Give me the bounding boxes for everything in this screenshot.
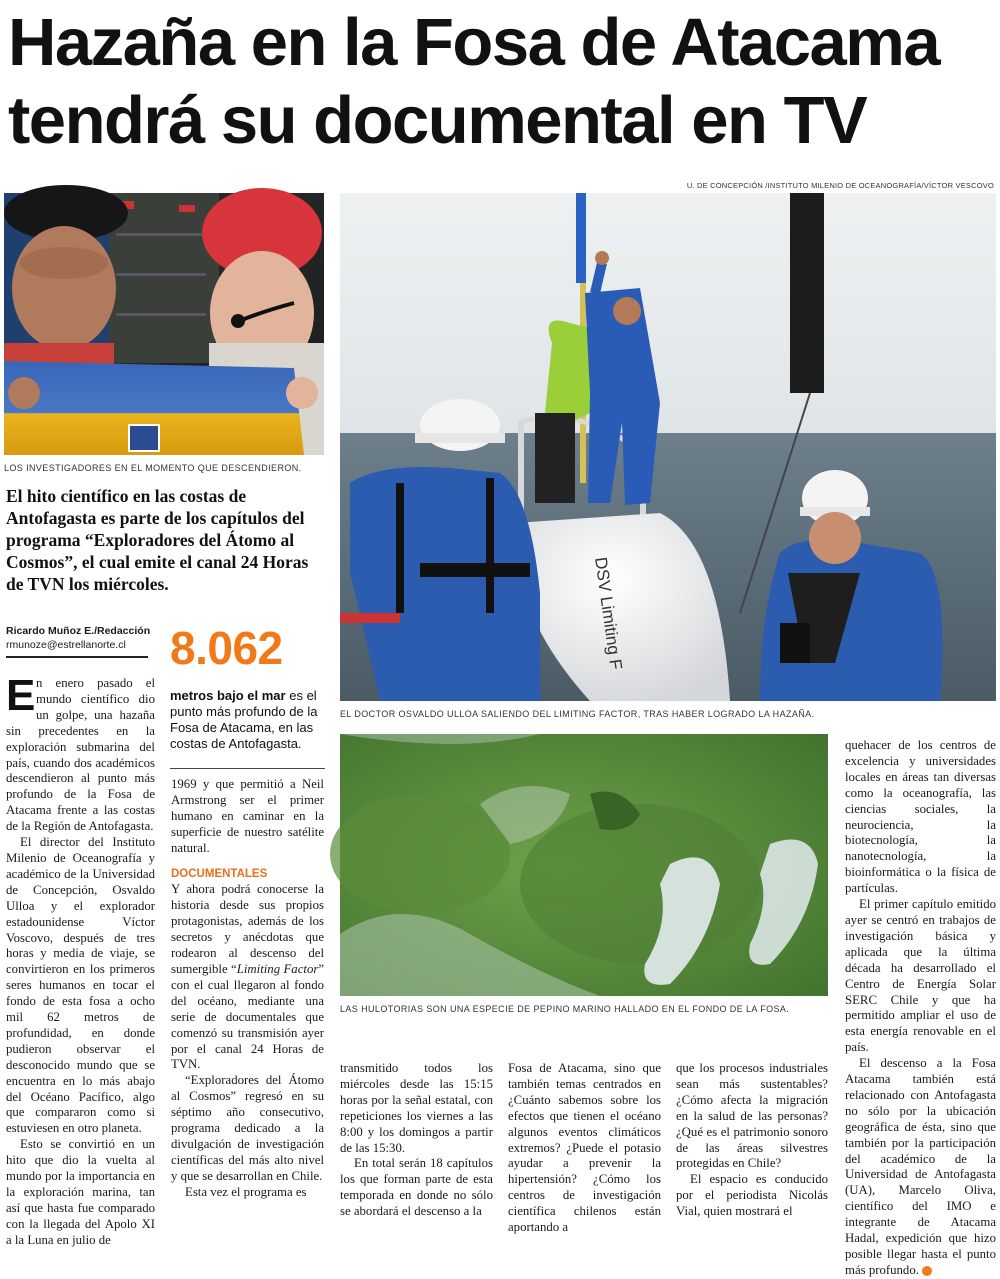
body-paragraph: Fosa de Atacama, sino que también temas centrados en ¿Cuánto sabemos sobre los efectos que tienen el océano algunos eventos climáticos extremos? ¿Puede el potasio ayudar a prevenir la hipertensión? ¿Cómo los centros de investigación científica chilenos están aportando a bbox=[508, 1061, 661, 1235]
stat-rule bbox=[170, 768, 325, 769]
body-paragraph: El espacio es conducido por el periodista Nicolás Vial, quien mostrará el bbox=[676, 1172, 828, 1219]
body-paragraph: En enero pasado el mundo científico dio un golpe, una hazaña sin precedentes en la exploración submarina del país, cuando dos académicos descendieron al punto más profundo de la Fosa de Atacama frente a las costas de la Región de Antofagasta. bbox=[6, 671, 155, 834]
main-photo-sub-text: DSV Limiting F bbox=[591, 555, 626, 671]
portrait-photo bbox=[4, 193, 324, 455]
byline-rule bbox=[6, 656, 148, 658]
seafloor-photo bbox=[340, 734, 828, 996]
stat-number: 8.062 bbox=[170, 622, 283, 674]
portrait-caption: LOS INVESTIGADORES EN EL MOMENTO QUE DESCENDIERON. bbox=[4, 463, 302, 473]
body-column-4 bbox=[508, 1061, 661, 1236]
main-photo-illustration bbox=[340, 193, 996, 701]
body-paragraph: 1969 y que permitió a Neil Armstrong ser el primer humano en caminar en la superficie de nuestro satélite natural. bbox=[171, 777, 324, 855]
photo-credit: U. DE CONCEPCIÓN /INSTITUTO MILENIO DE OCEANOGRAFÍA/VÍCTOR VESCOVO bbox=[686, 181, 994, 190]
body-paragraph: El primer capítulo emitido ayer se centró en trabajos de investigación básica y aplicada que la última década ha desarrollado el Centro de Energía Solar SERC Chile y que ha permitido ampliar el uso de esta energía renovable en el país. bbox=[845, 897, 996, 1055]
portrait-photo-illustration bbox=[4, 193, 324, 455]
byline-author: Ricardo Muñoz E./Redacción bbox=[6, 625, 151, 637]
headline-line-2: tendrá su documental en TV bbox=[8, 83, 867, 158]
body-paragraph: El descenso a la Fosa Atacama también está relacionado con Antofagasta no sólo por la ubicación geográfica de ésta, sino que también por la participación del académico de la Universidad de Antofagasta (UA), Marcelo Oliva, científico del IMO e integrante de Atacama Hadal, expedición que hizo posible llegar hasta el punto más profundo. bbox=[845, 1056, 996, 1277]
body-paragraph: transmitido todos los miércoles desde las 15:15 horas por la señal estatal, con repeticiones los viernes a las 8:00 y los domingos a partir de las 15:30. bbox=[340, 1061, 493, 1155]
body-column-2 bbox=[171, 777, 324, 1201]
byline bbox=[6, 624, 156, 652]
subhead-documentales: DOCUMENTALES bbox=[171, 867, 268, 880]
byline-email[interactable]: rmunoze@estrellanorte.cl bbox=[6, 639, 126, 651]
body-paragraph: Esto se convirtió en un hito que dio la vuelta al mundo por la importancia en la exploración marina, tan así que hasta fue comparado con la llegada del Apolo XI a la Luna en julio de bbox=[6, 1137, 155, 1247]
stat-text bbox=[170, 688, 330, 752]
end-mark-icon bbox=[922, 1266, 932, 1276]
body-column-6 bbox=[845, 738, 996, 1279]
body-paragraph: Esta vez el programa es bbox=[185, 1184, 307, 1199]
body-paragraph: El director del Instituto Milenio de Oceanografía y académico de la Universidad de Concepción, Osvaldo Ulloa y el explorador estadounidense Víctor Voscovo, después de tres horas y media de viaje, se convirtieron en los primeros seres humanos en tocar el fondo de esta fosa a ocho mil 62 metros de profundidad, en donde pudieron observar el desconocido mundo que se encuentra en lo más abajo del Océano Pacífico, algo que compararon como si estuviesen en otro planeta. bbox=[6, 835, 155, 1136]
body-column-1 bbox=[6, 671, 155, 1249]
stat-text-bold: metros bajo el mar bbox=[170, 688, 286, 703]
body-paragraph: quehacer de los centros de excelencia y universidades locales en áreas tan diversas como la oceanografía, las ciencias sociales, la neurociencia, la biotecnología, la nanotecnología, la bioinformática o la física de partículas. bbox=[845, 738, 996, 896]
main-photo bbox=[340, 193, 996, 701]
seafloor-caption: LAS HULOTORIAS SON UNA ESPECIE DE PEPINO MARINO HALLADO EN EL FONDO DE LA FOSA. bbox=[340, 1004, 790, 1014]
seafloor-photo-illustration bbox=[340, 734, 828, 996]
body-paragraph: En total serán 18 capítulos los que forman parte de esta temporada en donde no sólo se abordará el descenso a la bbox=[340, 1156, 493, 1219]
body-column-3 bbox=[340, 1061, 493, 1220]
stat-text-rest: es el punto más profundo de la Fosa de Atacama, en las costas de Antofagasta. bbox=[170, 688, 318, 751]
headline bbox=[8, 4, 993, 160]
stat-box bbox=[170, 620, 330, 676]
body-paragraph: que los procesos industriales sean más sustentables? ¿Cómo afecta la migración en la salud de las personas? ¿Qué es el patrimonio sonoro de las áreas silvestres protegidas en Chile? bbox=[676, 1061, 828, 1171]
body-column-5 bbox=[676, 1061, 828, 1220]
dropcap: E bbox=[6, 671, 36, 720]
main-caption: EL DOCTOR OSVALDO ULLOA SALIENDO DEL LIMITING FACTOR, TRAS HABER LOGRADO LA HAZAÑA. bbox=[340, 709, 815, 719]
headline-line-1: Hazaña en la Fosa de Atacama bbox=[8, 5, 940, 80]
body-paragraph: Y ahora podrá conocerse la historia desde sus propios protagonistas, además de los secretos y anécdotas que rodearon al descenso del sumergible “Limiting Factor” con el cual llegaron al fondo del océano, mediante una serie de documentales que comenzó su transmisión ayer por el canal 24 Horas de TVN. bbox=[171, 882, 325, 1072]
deck: El hito científico en las costas de Antofagasta es parte de los capítulos del programa “Exploradores del Átomo al Cosmos”, el cual emite el canal 24 Horas de TVN los miércoles. bbox=[6, 486, 309, 594]
body-paragraph: “Exploradores del Átomo al Cosmos” regresó en su séptimo año consecutivo, programa dedicado a la divulgación de investigación científicas del más alto nivel y que se desarrollan en Chile. bbox=[171, 1073, 324, 1183]
